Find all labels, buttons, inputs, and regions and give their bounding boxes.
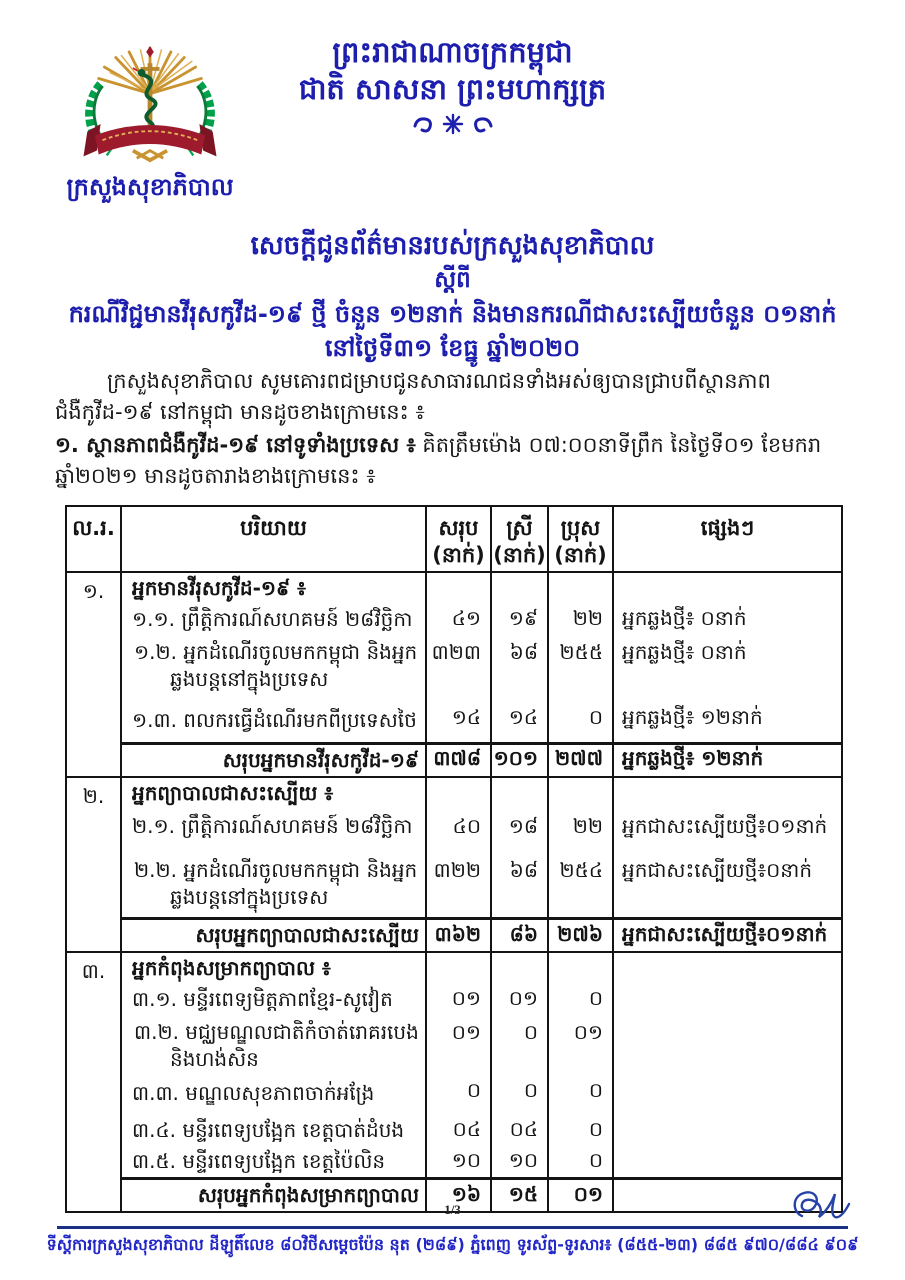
table-header-row	[66, 506, 842, 572]
col-header-female	[491, 506, 548, 572]
title-date-line: នៅថ្ងៃទី៣១ ខែធ្នូ ឆ្នាំ២០២០	[324, 334, 581, 362]
empty-cell	[426, 952, 491, 984]
table-row-3-4	[66, 1115, 842, 1146]
row-desc: ៣.១. មន្ទីរពេទ្យមិត្តភាពខ្មែរ-សូវៀត	[121, 984, 426, 1015]
section1-lead-paragraph	[55, 430, 859, 492]
row-total: ៤០	[426, 809, 491, 853]
row-total: ០៤	[426, 1115, 491, 1146]
empty-cell	[613, 952, 842, 984]
col-header-male-unit: (នាក់)	[554, 543, 607, 567]
col-header-no: ល.រ.	[66, 506, 121, 572]
table-row-2-2	[66, 853, 842, 919]
kingdom-motto-line2: ជាតិ សាសនា ព្រះមហាក្សត្រ	[298, 72, 607, 106]
subtotal-note: អ្នកឆ្លងថ្មី៖ ១២នាក់	[613, 743, 842, 777]
table-row-2-1	[66, 809, 842, 853]
ornament-row	[0, 112, 905, 140]
col-header-female-label: ស្រី	[506, 516, 533, 540]
row-female: ១០	[491, 1146, 548, 1179]
section1-heading-rest: គិតត្រឹមម៉ោង ០៧:០០នាទីព្រឹក នៃថ្ងៃទី០១ ខែមករា ឆ្នាំ២០២១ មានដូចតារាងខាងក្រោមនេះ ៖	[55, 433, 822, 488]
empty-cell	[491, 952, 548, 984]
table-row-3-5	[66, 1146, 842, 1179]
row-female: ០	[491, 1015, 548, 1077]
section1-subtotal-row	[66, 743, 842, 777]
subtotal-note: អ្នកជាសះស្បើយថ្មី៖០១នាក់	[613, 919, 842, 953]
empty-cell	[426, 572, 491, 604]
row-desc: ៣.៥. មន្ទីរពេទ្យបង្អែក ខេត្តប៉ៃលិន	[121, 1146, 426, 1179]
subtotal-male: ២៧៧	[548, 743, 613, 777]
row-female: ៦៨	[491, 635, 548, 701]
royal-header	[0, 34, 905, 140]
col-header-description: បរិយាយ	[121, 506, 426, 572]
row-female: ០	[491, 1077, 548, 1115]
row-note	[613, 1115, 842, 1146]
subtotal-label: សរុបអ្នកកំពុងសម្រាកព្យាបាល	[121, 1179, 426, 1213]
row-female: ០១	[491, 984, 548, 1015]
col-header-male	[548, 506, 613, 572]
section2-heading: អ្នកព្យាបាលជាសះស្បើយ ៖	[121, 777, 426, 809]
title-line2: ស្តីពី	[434, 267, 471, 293]
row-total: ៣២២	[426, 853, 491, 919]
row-desc: ១.១. ព្រឹត្តិការណ៍សហគមន៍ ២៨វិច្ឆិកា	[121, 604, 426, 635]
row-male: ០	[548, 984, 613, 1015]
subtotal-label: សរុបអ្នកព្យាបាលជាសះស្បើយ	[121, 919, 426, 953]
row-male: ០	[548, 701, 613, 743]
row-total: ០	[426, 1077, 491, 1115]
row-desc: ១.៣. ពលករធ្វើដំណើរមកពីប្រទេសថៃ	[121, 701, 426, 743]
empty-cell	[613, 572, 842, 604]
row-note: អ្នកជាសះស្បើយថ្មី៖០១នាក់	[613, 809, 842, 853]
section1-heading-row	[66, 572, 842, 604]
row-male: ០	[548, 1146, 613, 1179]
section3-number: ៣.	[66, 952, 121, 1212]
table-row-1-2	[66, 635, 842, 701]
ministry-name: ក្រសួងសុខាភិបាល	[66, 173, 234, 201]
kingdom-motto-line1: ព្រះរាជាណាចក្រកម្ពុជា	[332, 35, 573, 69]
subtotal-total: ៣៧៨	[426, 743, 491, 777]
row-note: អ្នកជាសះស្បើយថ្មី៖០នាក់	[613, 853, 842, 919]
subtotal-female: ១៥	[491, 1179, 548, 1213]
title-line3: ករណីវិជ្ជមានវីរុសកូវីដ-១៩ ថ្មី ចំនួន ១២នាក់ និងមានករណីជាសះស្បើយចំនួន ០១នាក់	[68, 300, 837, 328]
empty-cell	[491, 777, 548, 809]
empty-cell	[548, 777, 613, 809]
announcement-title	[30, 228, 875, 366]
subtotal-total: ១៦	[426, 1179, 491, 1213]
row-note: អ្នកឆ្លងថ្មី៖ ០នាក់	[613, 635, 842, 701]
empty-cell	[426, 777, 491, 809]
row-total: ៣២៣	[426, 635, 491, 701]
row-female: ០៤	[491, 1115, 548, 1146]
row-male: ០	[548, 1115, 613, 1146]
row-note	[613, 1146, 842, 1179]
row-male: ២២	[548, 809, 613, 853]
title-line1: សេចក្តីជូនព័ត៌មានរបស់ក្រសួងសុខាភិបាល	[250, 231, 655, 261]
subtotal-total: ៣៦២	[426, 919, 491, 953]
table-row-3-2	[66, 1015, 842, 1077]
table-row-3-3	[66, 1077, 842, 1115]
subtotal-female: ៨៦	[491, 919, 548, 953]
section1-heading-bold: ១. ស្ថានភាពជំងឺកូវីដ-១៩ នៅទូទាំងប្រទេស ៖	[55, 433, 416, 457]
row-total: ០១	[426, 984, 491, 1015]
row-male: ២៥៥	[548, 635, 613, 701]
row-male: ០	[548, 1077, 613, 1115]
row-female: ១៤	[491, 701, 548, 743]
row-male: ០១	[548, 1015, 613, 1077]
table-row-3-1	[66, 984, 842, 1015]
col-header-female-unit: (នាក់)	[493, 543, 546, 567]
col-header-male-label: ប្រុស	[560, 516, 601, 540]
table-row-1-1	[66, 604, 842, 635]
section2-heading-row	[66, 777, 842, 809]
empty-cell	[491, 572, 548, 604]
row-female: ៦៨	[491, 853, 548, 919]
col-header-total-label: សរុប	[438, 516, 479, 540]
row-total: ១០	[426, 1146, 491, 1179]
footer-address: ទីស្តីការក្រសួងសុខាភិបាល ដីឡូតិ៍លេខ ៨០វិថីសម្តេចប៉ែន នុត (២៨៩) ភ្នំពេញ ទូរស័ព្ទ-ទូរសារ៖ (៨៥៥-២៣) ៨៨៥ ៩៧០/៨៨៤ ៩០៩	[46, 1235, 859, 1254]
empty-cell	[548, 952, 613, 984]
empty-cell	[613, 777, 842, 809]
row-total: ១៤	[426, 701, 491, 743]
row-desc: ៣.៤. មន្ទីរពេទ្យបង្អែក ខេត្តបាត់ដំបង	[121, 1115, 426, 1146]
col-header-total	[426, 506, 491, 572]
subtotal-female: ១០១	[491, 743, 548, 777]
row-desc: ៣.៣. មណ្ឌលសុខភាពចាក់អង្រែ	[121, 1077, 426, 1115]
footer-divider-rule	[57, 1226, 848, 1229]
row-male: ២៥៤	[548, 853, 613, 919]
section3-heading-row	[66, 952, 842, 984]
row-note: អ្នកឆ្លងថ្មី៖ ០នាក់	[613, 604, 842, 635]
subtotal-male: ២៧៦	[548, 919, 613, 953]
col-header-other: ផ្សេងៗ	[613, 506, 842, 572]
section1-number: ១.	[66, 572, 121, 777]
section2-subtotal-row	[66, 919, 842, 953]
section1-heading: អ្នកមានវីរុសកូវីដ-១៩ ៖	[121, 572, 426, 604]
row-female: ១៨	[491, 809, 548, 853]
covid-status-table	[65, 505, 843, 1213]
section2-number: ២.	[66, 777, 121, 953]
table-row-1-3	[66, 701, 842, 743]
row-note: អ្នកឆ្លងថ្មី៖ ១២នាក់	[613, 701, 842, 743]
row-male: ២២	[548, 604, 613, 635]
section3-heading: អ្នកកំពុងសម្រាកព្យាបាល ៖	[121, 952, 426, 984]
row-desc: ៣.២. មជ្ឈមណ្ឌលជាតិកំចាត់រោគរបេង និងហង់សិន	[121, 1015, 426, 1077]
signature-initials-icon	[788, 1186, 858, 1230]
row-note	[613, 984, 842, 1015]
row-desc: ១.២. អ្នកដំណើរចូលមកកម្ពុជា និងអ្នកឆ្លងបន្តនៅក្នុងប្រទេស	[121, 635, 426, 701]
floral-divider-icon	[411, 112, 495, 136]
row-total: ៤១	[426, 604, 491, 635]
row-desc: ២.២. អ្នកដំណើរចូលមកកម្ពុជា និងអ្នកឆ្លងបន្តនៅក្នុងប្រទេស	[121, 853, 426, 919]
subtotal-label: សរុបអ្នកមានវីរុសកូវីដ-១៩	[121, 743, 426, 777]
row-note	[613, 1015, 842, 1077]
col-header-total-unit: (នាក់)	[432, 543, 485, 567]
row-female: ១៩	[491, 604, 548, 635]
intro-paragraph: ក្រសួងសុខាភិបាល សូមគោរពជម្រាបជូនសាធារណជនទាំងអស់ឲ្យបានជ្រាបពីស្ថានភាពជំងឺកូវីដ-១៩ នៅកម្ពុជា មានដូចខាងក្រោមនេះ ៖	[55, 369, 771, 424]
empty-cell	[548, 572, 613, 604]
subtotal-male: ០១	[548, 1179, 613, 1213]
row-note	[613, 1077, 842, 1115]
row-total: ០១	[426, 1015, 491, 1077]
page-number: 1/3	[444, 1202, 461, 1217]
row-desc: ២.១. ព្រឹត្តិការណ៍សហគមន៍ ២៨វិច្ឆិកា	[121, 809, 426, 853]
